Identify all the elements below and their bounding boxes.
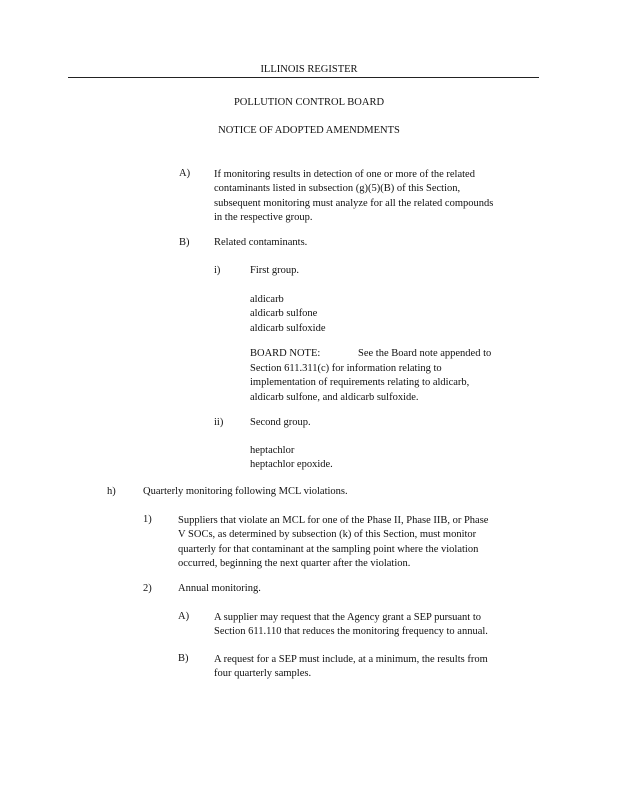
compound-heptachlor-epoxide: heptachlor epoxide. [250, 459, 333, 471]
item-h2b-label: B) [178, 653, 189, 664]
compound-aldicarb-sulfone: aldicarb sulfone [250, 308, 318, 320]
item-h1-text [178, 514, 488, 571]
board-note-label: BOARD NOTE: [250, 348, 321, 359]
item-h2a-label: A) [178, 611, 190, 622]
header-rule [68, 77, 539, 78]
item-h2a-line-1: A supplier may request that the Agency grant a SEP pursuant to [214, 612, 482, 623]
second-group-compounds [250, 444, 333, 473]
item-h2-label: 2) [143, 583, 152, 594]
item-a-line-3: subsequent monitoring must analyze for all the related compounds [214, 197, 494, 209]
item-h-text: Quarterly monitoring following MCL violations. [143, 486, 348, 497]
item-a-line-1: If monitoring results in detection of one or more of the related [214, 169, 475, 180]
compound-aldicarb-sulfoxide: aldicarb sulfoxide [250, 322, 326, 334]
item-h2a-line-2: Section 611.110 that reduces the monitoring frequency to annual. [214, 626, 488, 638]
board-note-line-4: aldicarb sulfone, and aldicarb sulfoxide. [250, 391, 419, 403]
board-note-body [250, 362, 469, 405]
item-h2b-line-1: A request for a SEP must include, at a minimum, the results from [214, 654, 488, 665]
compound-heptachlor: heptachlor [250, 445, 295, 456]
compound-aldicarb: aldicarb [250, 294, 284, 305]
register-title: ILLINOIS REGISTER [260, 64, 358, 75]
item-a-line-2: contaminants listed in subsection (g)(5)(B) of this Section, [214, 183, 461, 195]
board-note-line-3: implementation of requirements relating to aldicarb, [250, 377, 470, 389]
item-b-ii-label: ii) [214, 417, 224, 428]
item-h2b-line-2: four quarterly samples. [214, 668, 312, 680]
board-title: POLLUTION CONTROL BOARD [233, 97, 385, 108]
board-note-line-1: See the Board note appended to [358, 348, 492, 359]
item-h2b-text [214, 653, 488, 682]
item-b-i-text: First group. [250, 265, 300, 276]
item-h-label: h) [107, 486, 116, 497]
notice-title: NOTICE OF ADOPTED AMENDMENTS [218, 125, 400, 136]
item-b-i-label: i) [214, 265, 221, 276]
board-note-line-2: Section 611.311(c) for information relating to [250, 363, 442, 374]
item-a-line-4: in the respective group. [214, 211, 313, 223]
item-h1-label: 1) [143, 514, 152, 525]
item-h1-line-3: quarterly for that contaminant at the sampling point where the violation [178, 543, 479, 555]
item-h1-line-1: Suppliers that violate an MCL for one of the Phase II, Phase IIB, or Phase [178, 515, 489, 526]
item-h1-line-4: occurred, beginning the next quarter after the violation. [178, 557, 411, 569]
item-a-label: A) [179, 168, 191, 179]
item-a-text [214, 168, 493, 225]
item-b-ii-text: Second group. [250, 417, 311, 428]
first-group-compounds [250, 293, 326, 336]
item-b-label: B) [179, 237, 190, 248]
item-b-text: Related contaminants. [214, 237, 308, 248]
item-h2-text: Annual monitoring. [178, 583, 261, 594]
item-h2a-text [214, 611, 488, 640]
item-h1-line-2: V SOCs, as determined by subsection (k) of this Section, must monitor [178, 529, 477, 541]
